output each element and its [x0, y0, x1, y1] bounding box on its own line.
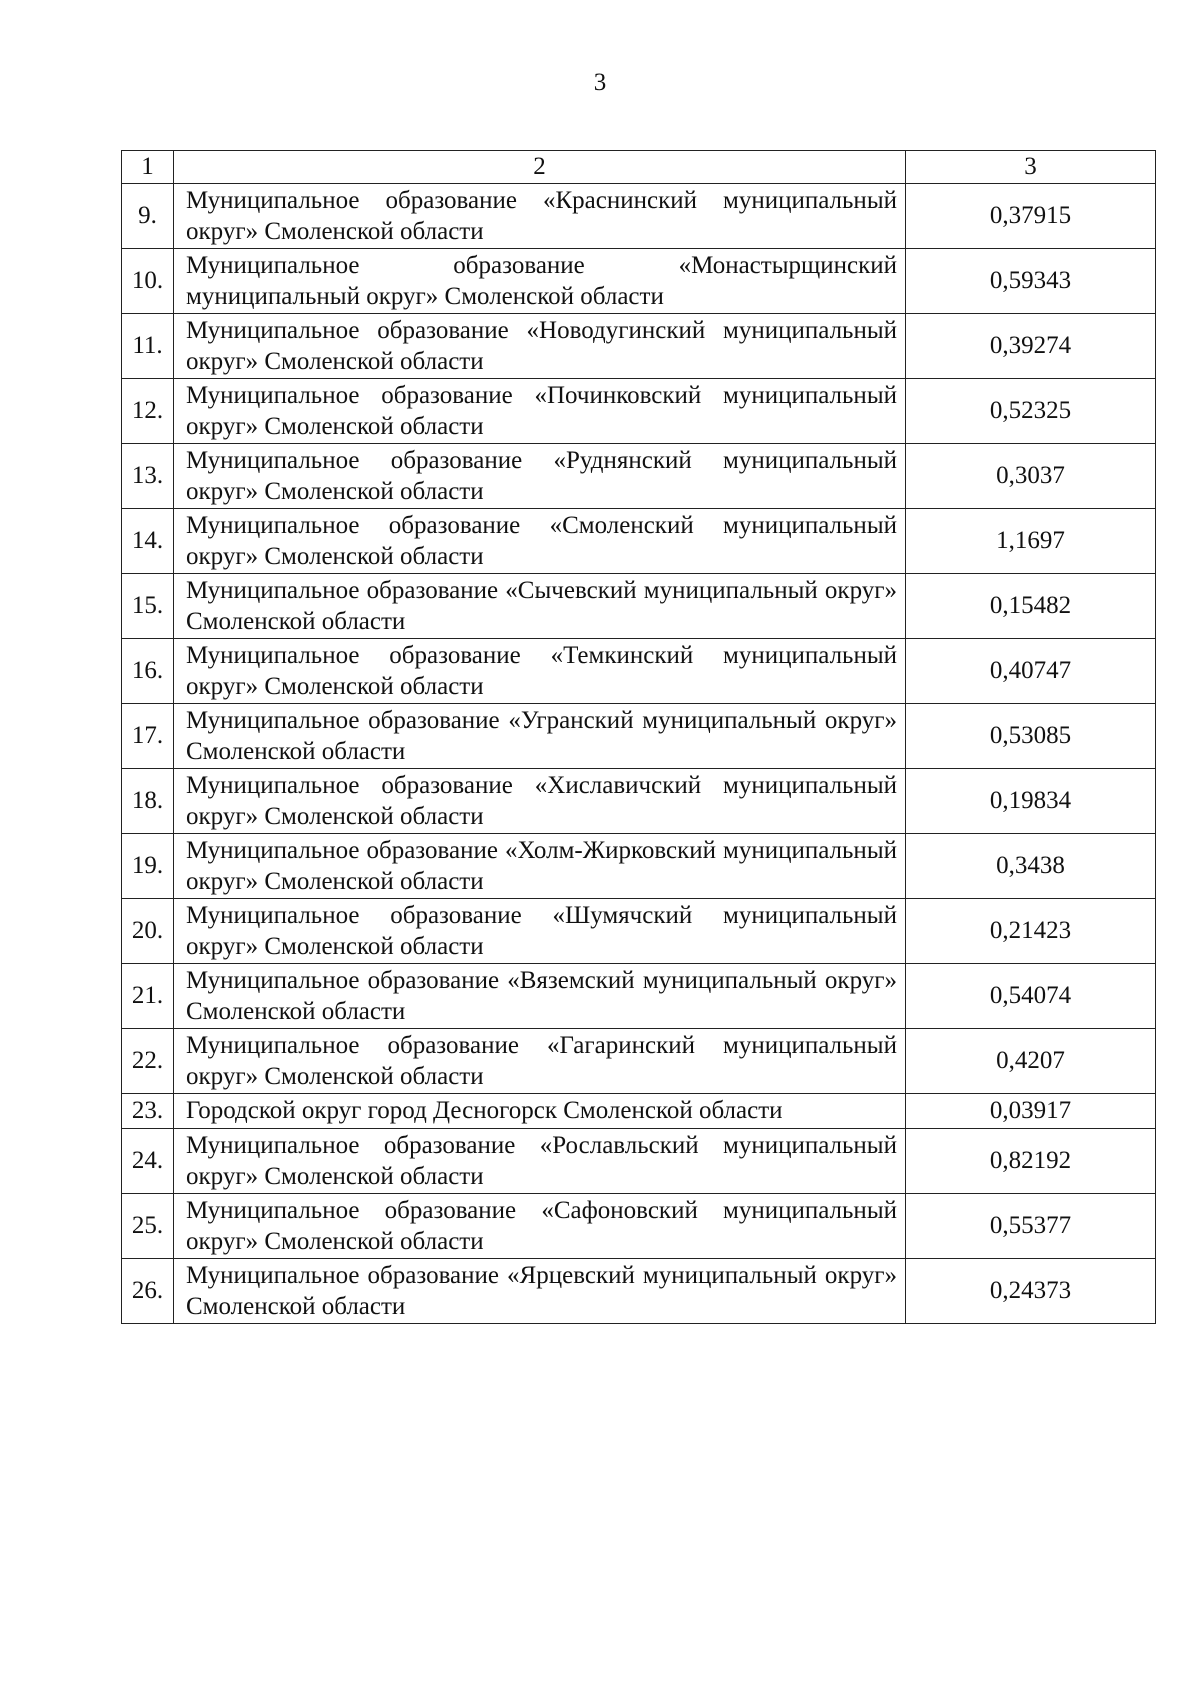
table-row	[122, 574, 1156, 639]
column-header-name: 2	[174, 151, 906, 184]
municipality-name: Муниципальное образование «Сычевский муниципальный округ» Смоленской области	[174, 574, 906, 639]
municipality-name: Муниципальное образование «Ярцевский муниципальный округ» Смоленской области	[174, 1259, 906, 1324]
coefficient-value: 0,19834	[906, 769, 1156, 834]
row-number: 23.	[122, 1094, 174, 1129]
coefficient-value: 0,40747	[906, 639, 1156, 704]
coefficient-value: 0,24373	[906, 1259, 1156, 1324]
municipality-name: Муниципальное образование «Рославльский муниципальный округ» Смоленской области	[174, 1129, 906, 1194]
table-row	[122, 444, 1156, 509]
municipality-name: Муниципальное образование «Холм-Жирковский муниципальный округ» Смоленской области	[174, 834, 906, 899]
row-number: 10.	[122, 249, 174, 314]
municipality-name: Муниципальное образование «Хиславичский муниципальный округ» Смоленской области	[174, 769, 906, 834]
column-header-value: 3	[906, 151, 1156, 184]
table-row	[122, 1094, 1156, 1129]
coefficient-value: 0,15482	[906, 574, 1156, 639]
municipality-name: Муниципальное образование «Темкинский муниципальный округ» Смоленской области	[174, 639, 906, 704]
coefficient-value: 0,39274	[906, 314, 1156, 379]
row-number: 9.	[122, 184, 174, 249]
table-row	[122, 184, 1156, 249]
coefficient-value: 0,54074	[906, 964, 1156, 1029]
table-header-row	[122, 151, 1156, 184]
row-number: 22.	[122, 1029, 174, 1094]
coefficient-value: 0,59343	[906, 249, 1156, 314]
coefficient-value: 0,55377	[906, 1194, 1156, 1259]
table-row	[122, 1194, 1156, 1259]
coefficient-value: 0,52325	[906, 379, 1156, 444]
coefficient-value: 0,37915	[906, 184, 1156, 249]
table-row	[122, 834, 1156, 899]
table-body	[122, 151, 1156, 1324]
coefficient-value: 0,82192	[906, 1129, 1156, 1194]
municipality-name: Городской округ город Десногорск Смоленской области	[174, 1094, 906, 1129]
table-row	[122, 509, 1156, 574]
table-row	[122, 899, 1156, 964]
municipality-name: Муниципальное образование «Новодугинский муниципальный округ» Смоленской области	[174, 314, 906, 379]
row-number: 26.	[122, 1259, 174, 1324]
page-number: 3	[593, 69, 607, 96]
coefficient-value: 1,1697	[906, 509, 1156, 574]
row-number: 21.	[122, 964, 174, 1029]
allocation-table	[121, 150, 1156, 1324]
coefficient-value: 0,3438	[906, 834, 1156, 899]
coefficient-value: 0,3037	[906, 444, 1156, 509]
table-row	[122, 379, 1156, 444]
municipality-name: Муниципальное образование «Вяземский муниципальный округ» Смоленской области	[174, 964, 906, 1029]
table-row	[122, 639, 1156, 704]
row-number: 11.	[122, 314, 174, 379]
municipality-name: Муниципальное образование «Гагаринский муниципальный округ» Смоленской области	[174, 1029, 906, 1094]
table-row	[122, 704, 1156, 769]
row-number: 18.	[122, 769, 174, 834]
municipality-name: Муниципальное образование «Краснинский муниципальный округ» Смоленской области	[174, 184, 906, 249]
row-number: 16.	[122, 639, 174, 704]
municipality-name: Муниципальное образование «Угранский муниципальный округ» Смоленской области	[174, 704, 906, 769]
row-number: 12.	[122, 379, 174, 444]
coefficient-value: 0,03917	[906, 1094, 1156, 1129]
table-row	[122, 964, 1156, 1029]
table-row	[122, 1029, 1156, 1094]
municipality-name: Муниципальное образование «Смоленский муниципальный округ» Смоленской области	[174, 509, 906, 574]
municipality-name: Муниципальное образование «Монастырщинский муниципальный округ» Смоленской области	[174, 249, 906, 314]
table-row	[122, 1259, 1156, 1324]
row-number: 20.	[122, 899, 174, 964]
municipality-name: Муниципальное образование «Шумячский муниципальный округ» Смоленской области	[174, 899, 906, 964]
coefficient-value: 0,53085	[906, 704, 1156, 769]
row-number: 13.	[122, 444, 174, 509]
municipality-name: Муниципальное образование «Починковский муниципальный округ» Смоленской области	[174, 379, 906, 444]
table-row	[122, 769, 1156, 834]
municipality-name: Муниципальное образование «Сафоновский муниципальный округ» Смоленской области	[174, 1194, 906, 1259]
coefficient-value: 0,21423	[906, 899, 1156, 964]
coefficient-value: 0,4207	[906, 1029, 1156, 1094]
row-number: 24.	[122, 1129, 174, 1194]
row-number: 19.	[122, 834, 174, 899]
column-header-number: 1	[122, 151, 174, 184]
row-number: 15.	[122, 574, 174, 639]
table-row	[122, 314, 1156, 379]
row-number: 14.	[122, 509, 174, 574]
table-row	[122, 1129, 1156, 1194]
municipality-name: Муниципальное образование «Руднянский муниципальный округ» Смоленской области	[174, 444, 906, 509]
row-number: 25.	[122, 1194, 174, 1259]
row-number: 17.	[122, 704, 174, 769]
table-row	[122, 249, 1156, 314]
